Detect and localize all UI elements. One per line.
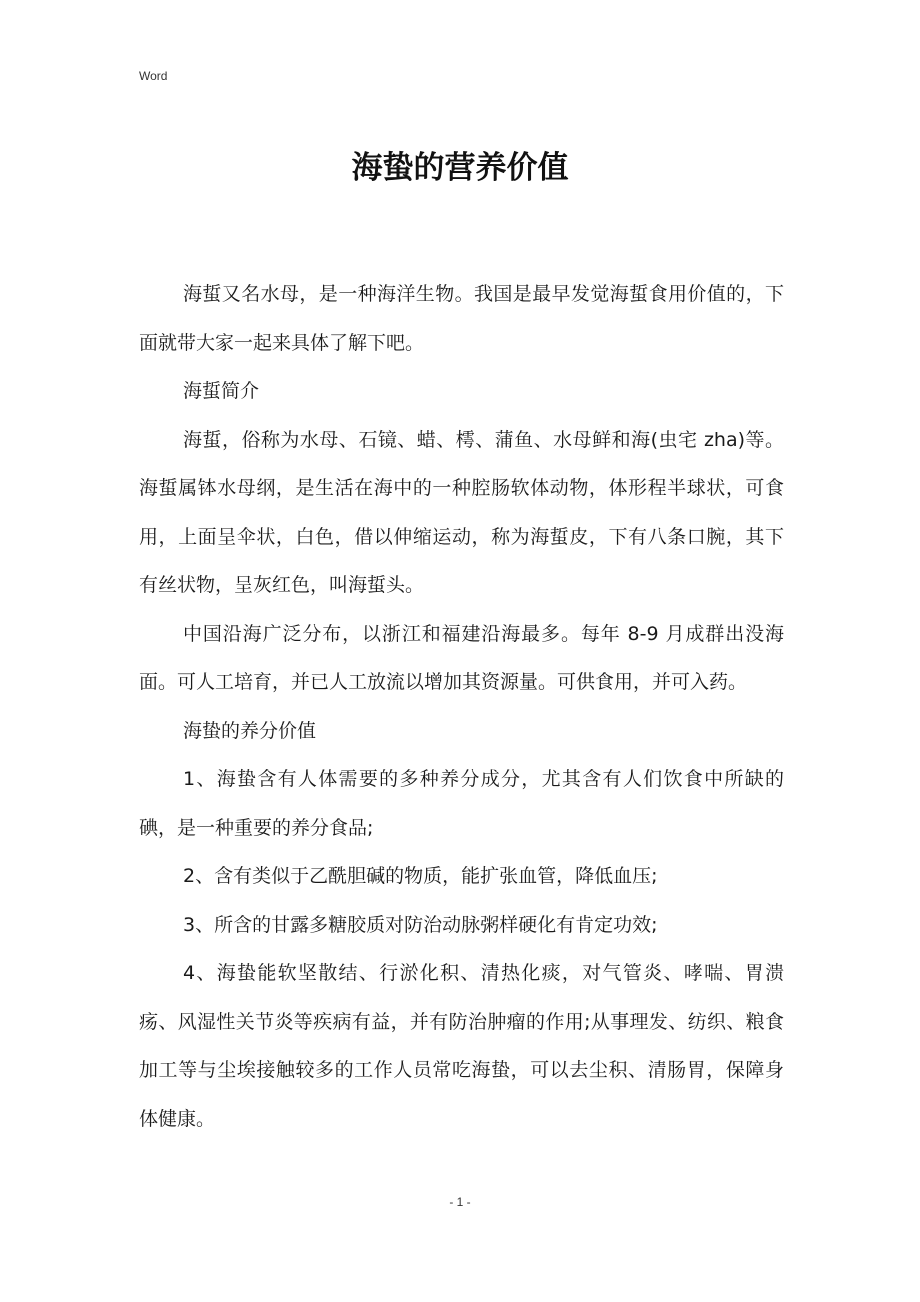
list-item-nutrition-4: 4、海蛰能软坚散结、行淤化积、清热化痰，对气管炎、哮喘、胃溃疡、风湿性关节炎等疾病有益，并有防治肿瘤的作用;从事理发、纺织、粮食加工等与尘埃接触较多的工作人员常吃海蛰，可以去尘积、清肠胃，保障身体健康。	[139, 962, 784, 1130]
list-item-nutrition-2: 2、含有类似于乙酰胆碱的物质，能扩张血管，降低血压;	[183, 865, 658, 887]
list-item-nutrition-3: 3、所含的甘露多糖胶质对防治动脉粥样硬化有肯定功效;	[183, 913, 658, 936]
paragraph-description: 海蜇，俗称为水母、石镜、蜡、樗、蒲鱼、水母鲜和海(虫宅 zha)等。海蜇属钵水母纲，是生活在海中的一种腔肠软体动物，体形程半球状，可食用，上面呈伞状，白色，借以伸缩运动，称为海蜇皮，下有八条口腕，其下有丝状物，呈灰红色，叫海蜇头。	[139, 428, 784, 596]
paragraph-distribution: 中国沿海广泛分布，以浙江和福建沿海最多。每年 8-9 月成群出没海面。可人工培育，并已人工放流以增加其资源量。可供食用，并可入药。	[139, 622, 784, 693]
document-title: 海蛰的营养价值	[351, 150, 569, 186]
section-heading-nutrition: 海蛰的养分价值	[183, 719, 317, 742]
document-body	[139, 270, 784, 1143]
paragraph-intro: 海蜇又名水母，是一种海洋生物。我国是最早发觉海蜇食用价值的，下面就带大家一起来具体了解下吧。	[139, 283, 784, 354]
header-label: Word	[139, 69, 168, 83]
page-number: - 1 -	[449, 1195, 471, 1209]
section-heading-intro: 海蜇简介	[183, 380, 260, 402]
list-item-nutrition-1: 1、海蛰含有人体需要的多种养分成分，尤其含有人们饮食中所缺的碘，是一种重要的养分食品;	[139, 768, 784, 839]
